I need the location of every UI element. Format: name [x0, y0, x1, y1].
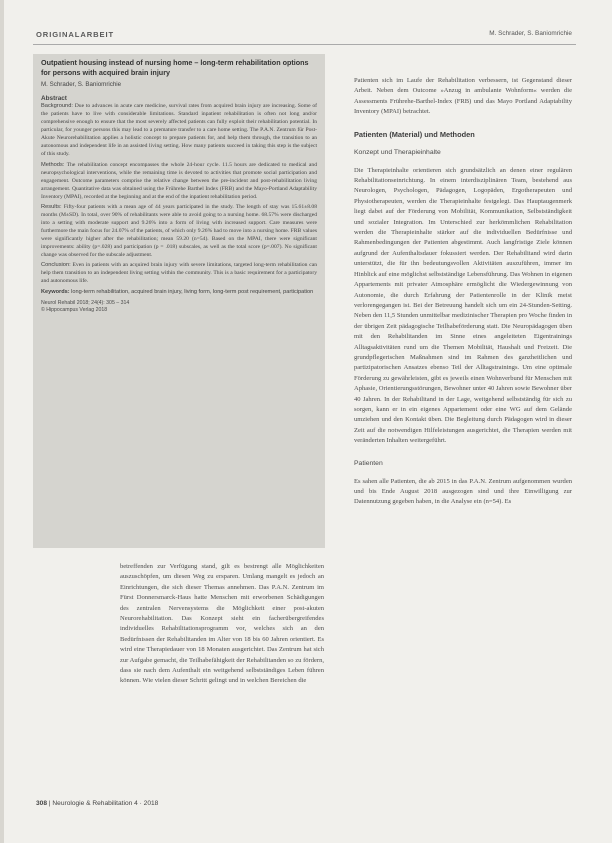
concept-paragraph: Die Therapieinhalte orientieren sich grundsätzlich an denen einer regulären Rehabilitationseinrichtung. In einem interdisziplinären Team, bestehend aus Neurologen, Psychologen, Pädagogen, Logopäden, Ergotherapeuten und Physiotherapeuten, werden die Therapieinhalte festgelegt. Das Hauptaugenmerk liegt dabei auf der Förderung von Mobilität, Kommunikation, Selbstständigkeit und sozialer Integration. Im Unterschied zur herkömmlichen Rehabilitation werden die Therapieinhalte stärker auf die individuellen Bedürfnisse und Rahmenbedingungen der Patienten abgestimmt. Auch langfristige Ziele können aufgrund der Aufenthaltsdauer fokussiert werden. Der Rehabilitand wird darin unterstützt, die für ihn bedeutungsvollen Aktivitäten auszuführen, immer im Hinblick auf eine möglichst selbstständige Lebensführung. Das Wohnen in eigenen Appartements mit privater Atmosphäre ermöglicht die Wiedergewinnung von Autonomie, die durch Erfahrung der Patientenrolle in der Klinik meist verlorengegangen ist. Bei der Betreuung handelt sich um ein 24-Stunden-Setting. Neben den 11,5 Stunden unmittelbar medizinischer Therapien pro Woche finden in der übrigen Zeit pädagogische Teilhabeförderung statt. Die Neuropädagogen üben mit den Rehabilitanden im Sinne eines angeleiteten Eigentrainings Alltagsaktivitäten rund um die Themen Mobilität, Haushalt und Freizeit. Die grundpflegerischen Maßnahmen sind im Rahmen des ganzheitlichen und partizipatorischen Ansatzes ebenso Teil der Alltagstrainings. Um eine optimale Förderung zu gewährleisten, gibt es jeweils einen Wohnverbund für Menschen mit Aphasie, Orientierungsstörungen, Bewohner unter 40 Jahren sowie Bewohner über 40 Jahren. In der Rehabilitand in der Lage, weitgehend selbstständig für sich zu sorgen, kann er in ein eigenes Appartement oder eine WG auf dem Gelände umziehen und den Kontakt üben. Die Begleitung durch Pädagogen wird in dieser Zeit auf die notwendigen Hilfeleistungen ausgerichtet, die Therapien werden mit veränderten Inhalten weitergeführt.	[354, 166, 572, 445]
header-rule	[33, 44, 576, 45]
conclusion-text: Even in patients with an acquired brain injury with severe limitations, targeted long-term rehabilitation can help them transition to an independent living setting within the community. This is a basic requirement for a participatory and autonomous life.	[41, 262, 317, 285]
results-label: Results:	[41, 203, 62, 210]
journal-name: Neurologie & Rehabilitation 4 · 2018	[52, 800, 159, 807]
article-title-en: Outpatient housing instead of nursing home – long-term rehabilitation options for persons with acquired brain injury	[41, 58, 309, 77]
background-label: Background:	[41, 103, 73, 110]
right-column	[354, 76, 572, 508]
english-abstract-box	[33, 54, 325, 548]
section-heading-methods: Patienten (Material) und Methoden	[354, 129, 475, 139]
subsection-heading-patients: Patienten	[354, 459, 383, 467]
left-column-body	[120, 562, 324, 687]
keywords-label: Keywords:	[41, 289, 70, 296]
abstract-methods	[41, 161, 317, 201]
page-edge-shadow	[0, 0, 4, 843]
intro-paragraph: Patienten sich im Laufe der Rehabilitation verbessern, ist Gegenstand dieser Arbeit. Neben dem Outcome »Anzug in ambulante Wohnform« werden die Assessments Frührehe-Barthel-Index (FRB) und das Mayo Portland Adaptability Inventory (MPAI) betrachtet.	[354, 77, 572, 116]
abstract-background	[41, 102, 317, 158]
left-body-paragraph: betreffenden zur Verfügung stand, gilt es bestrengt alle Möglichkeiten auszuschöpfen, um diesen Weg zu ersparen. Umlang mangelt es jedoch an Einrichtungen, die sich dieser Themas annehmen. Das P.A.N. Zentrum im Fürst Donnersmarck-Haus hatte Menschen mit erworbenen Schädigungen des zentralen Nervensystems die Möglichkeit einer post-akuten Neurorehabilitation. Das Konzept sieht ein facherübergreifendes individuelles Rehabilitationsprogramm vor, welches sich an den Bedürfnissen der Rehabilitanden im Alter von 18 bis 60 Jahren orientiert. Es wird eine Therapiedauer von 18 Monaten ausgerichtet. Das Zentrum hat sich zur Aufgabe gemacht, die Teilhabefähigkeit der Rehabilitanden so zu fördern, dass sie nach dem Aufenthalt ein weitgehend selbstständiges Leben führen können. Wie vielen dieser Schritt gelingt und in welchen Bereichen die	[120, 563, 324, 685]
abstract-keywords	[41, 288, 317, 296]
abstract-heading: Abstract	[41, 95, 67, 103]
page-footer	[36, 800, 158, 807]
footer-separator: |	[48, 800, 53, 807]
abstract-results	[41, 203, 317, 259]
section-label: ORIGINALARBEIT	[36, 30, 114, 39]
background-text: Due to advances in acute care medicine, survival rates from acquired brain injury are increasing. Some of the patients have to live with considerable limitations. Standard inpatient rehabilitation is often not long and/or comprehensive enough to ensure that the most severely affected patients can fully exploit their rehabilitation potential. In particular, for younger persons this may lead to a premature transfer to a care home setting. The P.A.N. Zentrum für Post-Akute Neurorehabilitation applies a holistic concept to prepare patients for, and help them through, the transition to an autonomous and independent life in an assisted living setting. How many patients succeed in taking this step is the subject of this study.	[41, 103, 317, 158]
patients-paragraph: Es sahen alle Patienten, die ab 2015 in das P.A.N. Zentrum aufgenommen wurden und bis Ende August 2018 ausgezogen sind und ihre Einwilligung zur Datennutzung gegeben haben, in die Analyse ein (n=54). Es	[354, 477, 572, 506]
copyright-line: © Hippocampus Verlag 2018	[41, 307, 108, 314]
subsection-heading-concept: Konzept und Therapieinhalte	[354, 148, 441, 156]
page-number: 308	[36, 800, 48, 807]
abstract-conclusion	[41, 261, 317, 285]
article-authors: M. Schrader, S. Baniomrichie	[41, 81, 122, 89]
citation-line: Neurol Rehabil 2018; 24(4): 305 – 314	[41, 300, 130, 307]
conclusion-label: Conclusion:	[41, 262, 71, 269]
results-text: Fifty-four patients with a mean age of 44 years participated in the study. The length of stay was 15.61±8.08 months (M±SD). In total, over 90% of rehabilitants were able to avoid going to a nursing home. 68.57% were discharged into a setting with moderate support and 9.26% into a form of living with increased support. Care measures were furthermore the main focus for 24.07% of the patients, of which only 9.26% had to move into a nursing home. FRB values were significantly higher after the rehabilitation; mean 59.20 (n=54). Based on the MPAI, there were significant improvements: ability (p=.028) and participation (p = .018) subscales, as well as the total score (p=.007). No significant change was observed for the subscale adjustment.	[41, 203, 318, 259]
header-authors: M. Schrader, S. Baniomrichie	[489, 30, 572, 37]
keywords-text: long-term rehabilitation, acquired brain injury, living form, long-term post requirement, participation	[71, 289, 314, 296]
methods-label: Methods:	[41, 161, 65, 168]
running-header	[0, 0, 612, 50]
methods-text: The rehabilitation concept encompasses the whole 24-hour cycle. 11.5 hours are dedicated to medical and neuropsychological interventions, while the remaining time is devoted to activities that promote social participation and engagement. Outcome parameters comprise the relative change between the pre-incident and post-rehabilitation living arrangement. Quantitative data was obtained using the Frührehe Barthel Index (FRB) and the Mayo-Portland Adaptability Inventory (MPAI), recorded at the beginning and at the end of the inpatient rehabilitation period.	[41, 161, 317, 200]
